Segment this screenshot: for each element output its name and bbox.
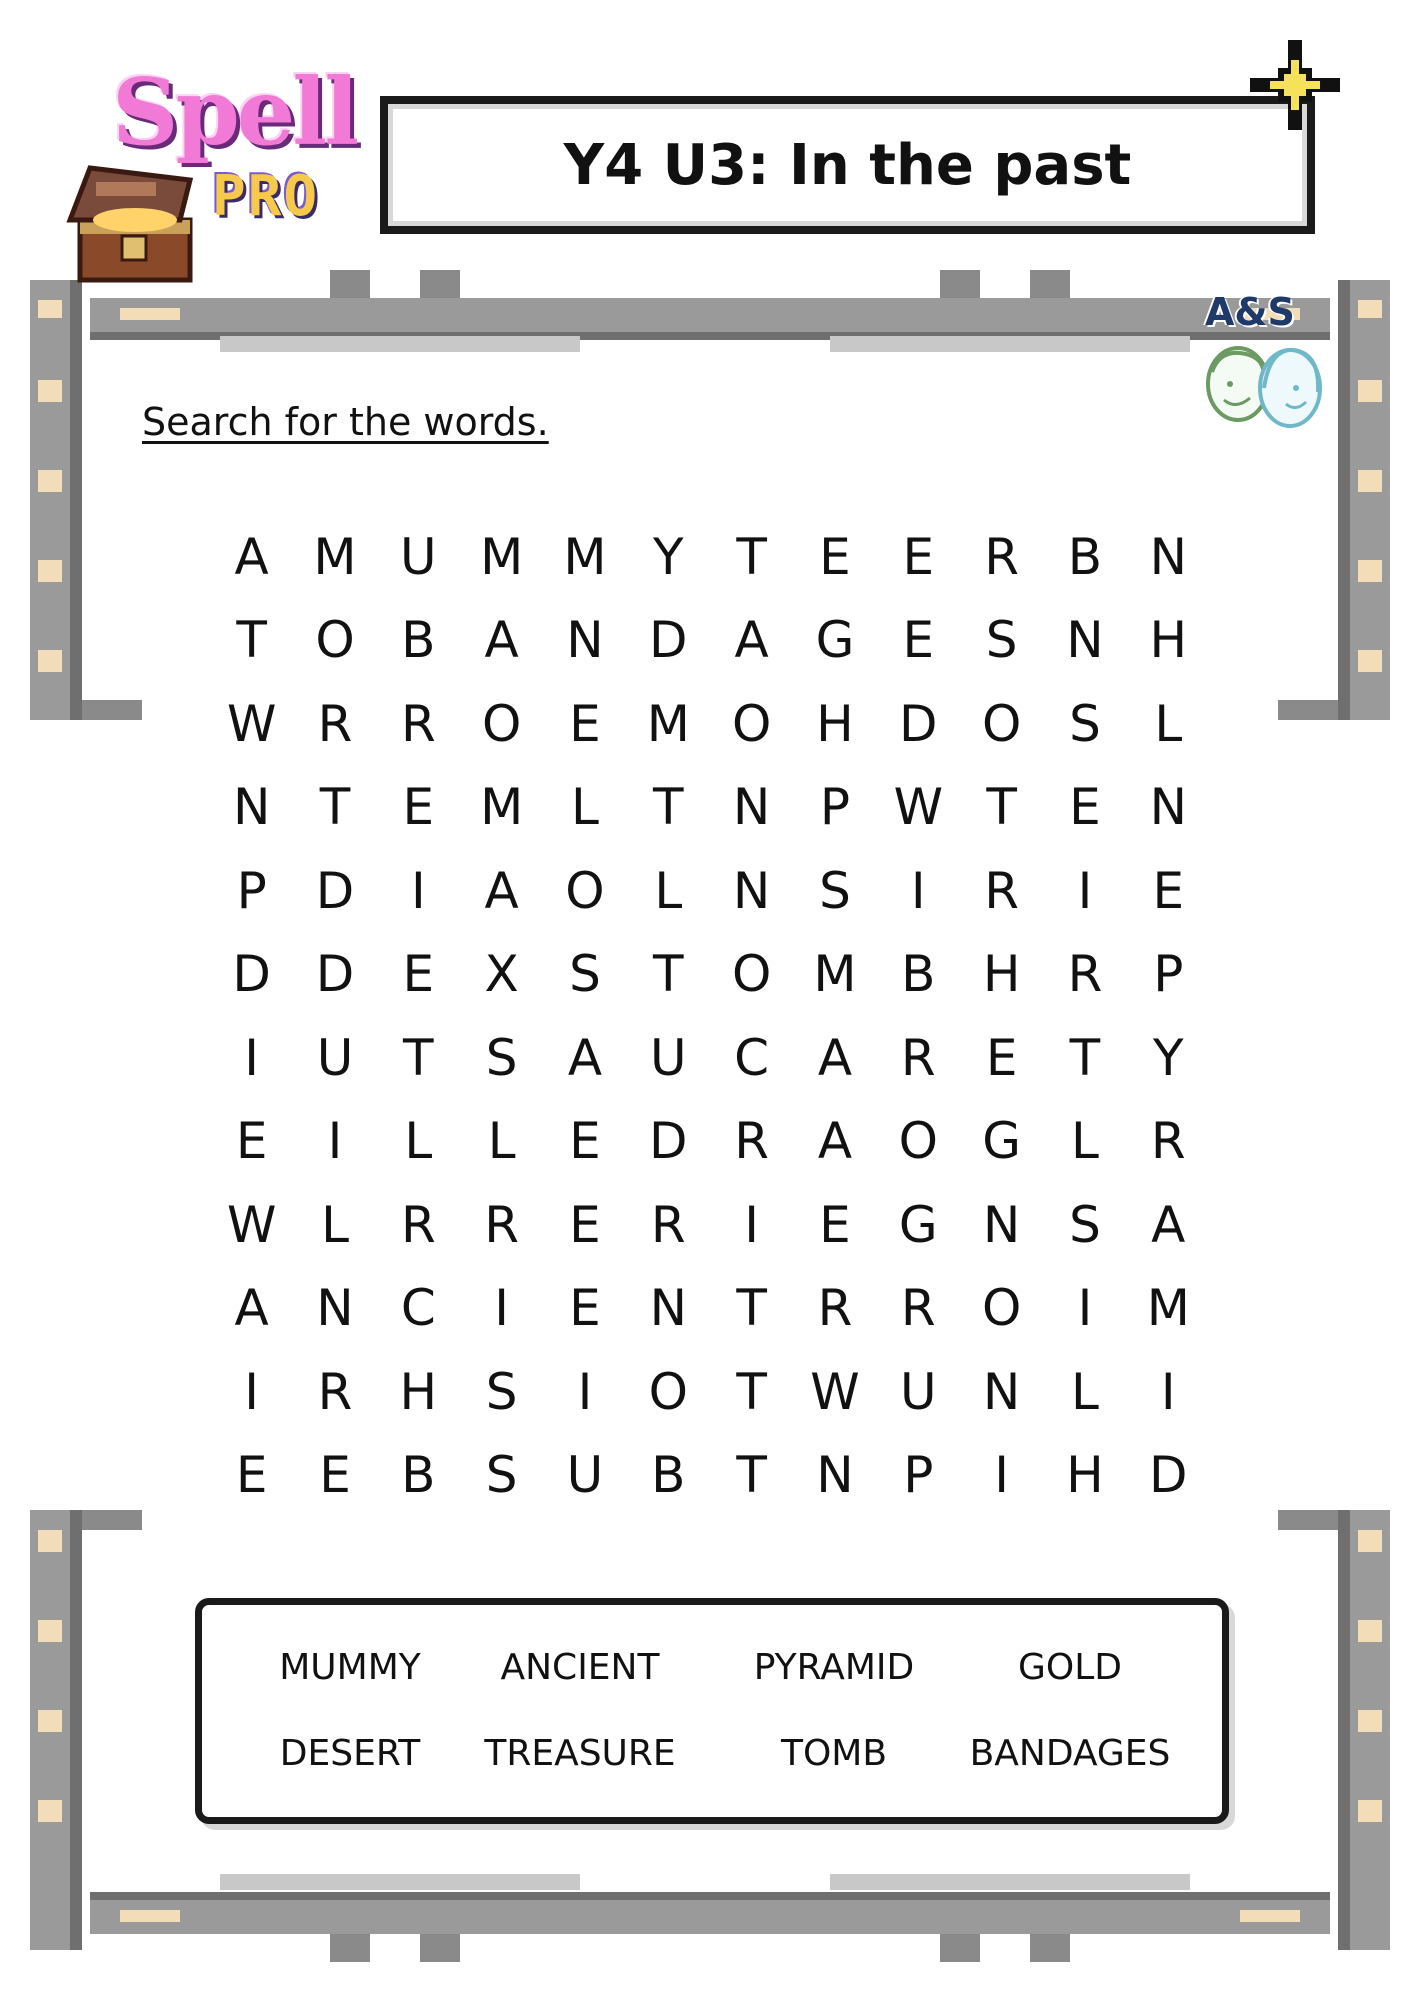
grid-letter: B (901, 945, 936, 1004)
grid-letter: E (819, 527, 851, 586)
grid-letter: M (480, 778, 524, 837)
grid-row (210, 1100, 1210, 1184)
grid-letter: M (313, 527, 357, 586)
grid-letter: R (484, 1195, 520, 1254)
grid-letter: E (1152, 861, 1185, 920)
grid-letter: C (400, 1279, 436, 1338)
grid-letter: M (480, 527, 524, 586)
grid-letter: R (734, 1112, 769, 1171)
grid-letter: O (315, 611, 355, 670)
grid-letter: S (485, 1362, 518, 1421)
grid-letter: N (982, 1362, 1021, 1421)
grid-letter: E (1069, 778, 1101, 837)
grid-letter: O (981, 1279, 1022, 1338)
page-title: Y4 U3: In the past (563, 132, 1132, 198)
grid-letter: A (817, 1028, 853, 1087)
grid-letter: T (736, 1279, 767, 1338)
grid-letter: W (226, 694, 277, 753)
grid-letter: R (900, 1028, 936, 1087)
logo-pro-text: PRO (212, 164, 320, 229)
grid-letter: L (654, 861, 683, 920)
grid-row (210, 849, 1210, 933)
grid-letter: H (1066, 1446, 1104, 1505)
grid-letter: H (1149, 611, 1188, 670)
grid-letter: D (315, 861, 355, 920)
grid-letter: I (244, 1362, 260, 1421)
grid-letter: I (244, 1028, 260, 1087)
grid-letter: X (484, 945, 519, 1004)
word-item: GOLD (1017, 1647, 1122, 1688)
grid-letter: P (236, 861, 267, 920)
grid-letter: S (1069, 694, 1101, 753)
sparkle-icon (1250, 40, 1340, 130)
grid-letter: E (235, 1112, 268, 1171)
grid-letter: N (1149, 778, 1187, 837)
grid-letter: R (817, 1279, 853, 1338)
grid-row (210, 1016, 1210, 1100)
grid-row (210, 515, 1210, 599)
grid-row (210, 1183, 1210, 1267)
grid-letter: M (1146, 1279, 1190, 1338)
grid-letter: E (402, 945, 435, 1004)
grid-letter: A (1151, 1195, 1186, 1254)
word-list-box (195, 1598, 1229, 1824)
grid-letter: R (400, 1195, 436, 1254)
grid-letter: O (731, 945, 772, 1004)
grid-letter: M (563, 527, 607, 586)
grid-letter: T (736, 1362, 767, 1421)
grid-letter: D (649, 611, 688, 670)
grid-letter: P (1153, 945, 1184, 1004)
grid-letter: I (410, 861, 426, 920)
word-item: DESERT (279, 1733, 421, 1774)
grid-letter: M (646, 694, 690, 753)
grid-row (210, 1434, 1210, 1518)
grid-letter: O (981, 694, 1022, 753)
grid-letter: E (985, 1028, 1018, 1087)
grid-letter: N (732, 778, 771, 837)
grid-letter: N (316, 1279, 354, 1338)
grid-letter: T (403, 1028, 434, 1087)
grid-letter: L (1154, 694, 1183, 753)
grid-letter: G (898, 1195, 938, 1254)
grid-letter: T (236, 611, 267, 670)
grid-letter: E (569, 1112, 601, 1171)
grid-letter: A (734, 611, 769, 670)
grid-letter: P (903, 1446, 934, 1505)
grid-letter: W (893, 778, 944, 837)
grid-letter: E (569, 1279, 601, 1338)
treasure-chest-icon (60, 150, 210, 290)
grid-letter: E (402, 778, 435, 837)
grid-letter: E (319, 1446, 351, 1505)
grid-row (210, 933, 1210, 1017)
grid-row (210, 599, 1210, 683)
grid-letter: P (819, 778, 851, 837)
instruction-text: Search for the words. (142, 400, 549, 444)
grid-letter: I (577, 1362, 593, 1421)
grid-letter: E (902, 611, 935, 670)
grid-letter: O (648, 1362, 688, 1421)
grid-letter: I (910, 861, 926, 920)
grid-letter: R (650, 1195, 686, 1254)
grid-letter: T (1069, 1028, 1101, 1087)
grid-letter: T (736, 527, 767, 586)
grid-row (210, 1350, 1210, 1434)
grid-letter: D (649, 1112, 688, 1171)
grid-letter: B (401, 611, 436, 670)
word-item: MUMMY (279, 1647, 421, 1688)
grid-row (210, 682, 1210, 766)
grid-letter: W (810, 1362, 860, 1421)
grid-letter: R (400, 694, 436, 753)
grid-letter: T (653, 945, 684, 1004)
grid-letter: E (902, 527, 935, 586)
grid-letter: D (315, 945, 355, 1004)
grid-letter: T (986, 778, 1017, 837)
grid-letter: N (566, 611, 604, 670)
grid-letter: E (235, 1446, 268, 1505)
grid-letter: I (994, 1446, 1009, 1505)
grid-letter: U (899, 1362, 937, 1421)
grid-letter: L (1071, 1362, 1099, 1421)
grid-letter: S (569, 945, 601, 1004)
grid-letter: E (819, 1195, 851, 1254)
title-banner (380, 96, 1315, 234)
grid-letter: S (985, 611, 1018, 670)
grid-letter: O (731, 694, 772, 753)
grid-letter: D (232, 945, 271, 1004)
grid-row (210, 1267, 1210, 1351)
grid-row (210, 766, 1210, 850)
grid-letter: R (984, 527, 1019, 586)
grid-letter: N (982, 1195, 1021, 1254)
grid-letter: R (984, 861, 1019, 920)
grid-letter: Y (653, 527, 684, 586)
grid-letter: B (651, 1446, 686, 1505)
grid-letter: M (813, 945, 857, 1004)
grid-letter: H (816, 694, 854, 753)
as-badge-text: A&S (1205, 290, 1295, 334)
grid-letter: N (232, 778, 271, 837)
grid-letter: T (653, 778, 684, 837)
grid-letter: B (1067, 527, 1103, 586)
grid-letter: T (319, 778, 351, 837)
word-item: ANCIENT (500, 1647, 660, 1688)
grid-letter: L (487, 1112, 516, 1171)
grid-letter: U (316, 1028, 354, 1087)
grid-letter: A (817, 1112, 853, 1171)
grid-letter: A (234, 1279, 269, 1338)
grid-letter: D (899, 694, 938, 753)
grid-letter: L (571, 778, 599, 837)
grid-letter: R (900, 1279, 936, 1338)
grid-letter: D (1149, 1446, 1188, 1505)
grid-letter: A (567, 1028, 603, 1087)
grid-letter: E (569, 1195, 601, 1254)
grid-letter: S (485, 1028, 518, 1087)
grid-letter: H (982, 945, 1021, 1004)
grid-letter: C (734, 1028, 770, 1087)
grid-letter: S (819, 861, 851, 920)
grid-letter: L (321, 1195, 349, 1254)
grid-letter: S (485, 1446, 518, 1505)
grid-letter: L (404, 1112, 433, 1171)
grid-letter: N (1066, 611, 1104, 670)
grid-letter: O (565, 861, 605, 920)
grid-letter: T (736, 1446, 767, 1505)
grid-letter: I (744, 1195, 759, 1254)
grid-letter: I (1160, 1362, 1176, 1421)
grid-letter: E (569, 694, 601, 753)
grid-letter: B (401, 1446, 436, 1505)
grid-letter: U (566, 1446, 604, 1505)
grid-letter: I (1077, 861, 1093, 920)
grid-letter: A (484, 861, 519, 920)
word-item: BANDAGES (969, 1733, 1171, 1774)
grid-letter: N (649, 1279, 687, 1338)
grid-letter: A (234, 527, 269, 586)
grid-letter: S (1069, 1195, 1101, 1254)
grid-letter: U (650, 1028, 687, 1087)
grid-letter: R (1067, 945, 1103, 1004)
grid-letter: L (1071, 1112, 1099, 1171)
word-search-grid (210, 515, 1210, 1517)
grid-letter: R (317, 694, 353, 753)
word-item: TREASURE (484, 1733, 676, 1774)
grid-letter: O (898, 1112, 938, 1171)
word-item: TOMB (780, 1733, 888, 1774)
grid-letter: N (816, 1446, 854, 1505)
grid-letter: A (484, 611, 519, 670)
grid-letter: R (1150, 1112, 1186, 1171)
grid-letter: G (982, 1112, 1021, 1171)
grid-letter: R (317, 1362, 353, 1421)
grid-letter: U (400, 527, 437, 586)
grid-letter: I (1077, 1279, 1093, 1338)
grid-letter: G (815, 611, 855, 670)
grid-letter: O (481, 694, 522, 753)
grid-letter: H (399, 1362, 438, 1421)
logo-spell-text: Spell (112, 58, 357, 166)
grid-letter: W (226, 1195, 277, 1254)
grid-letter: Y (1153, 1028, 1184, 1087)
word-item: PYRAMID (753, 1647, 915, 1688)
grid-letter: N (1149, 527, 1187, 586)
grid-letter: N (732, 861, 771, 920)
grid-letter: I (327, 1112, 343, 1171)
grid-letter: I (494, 1279, 510, 1338)
